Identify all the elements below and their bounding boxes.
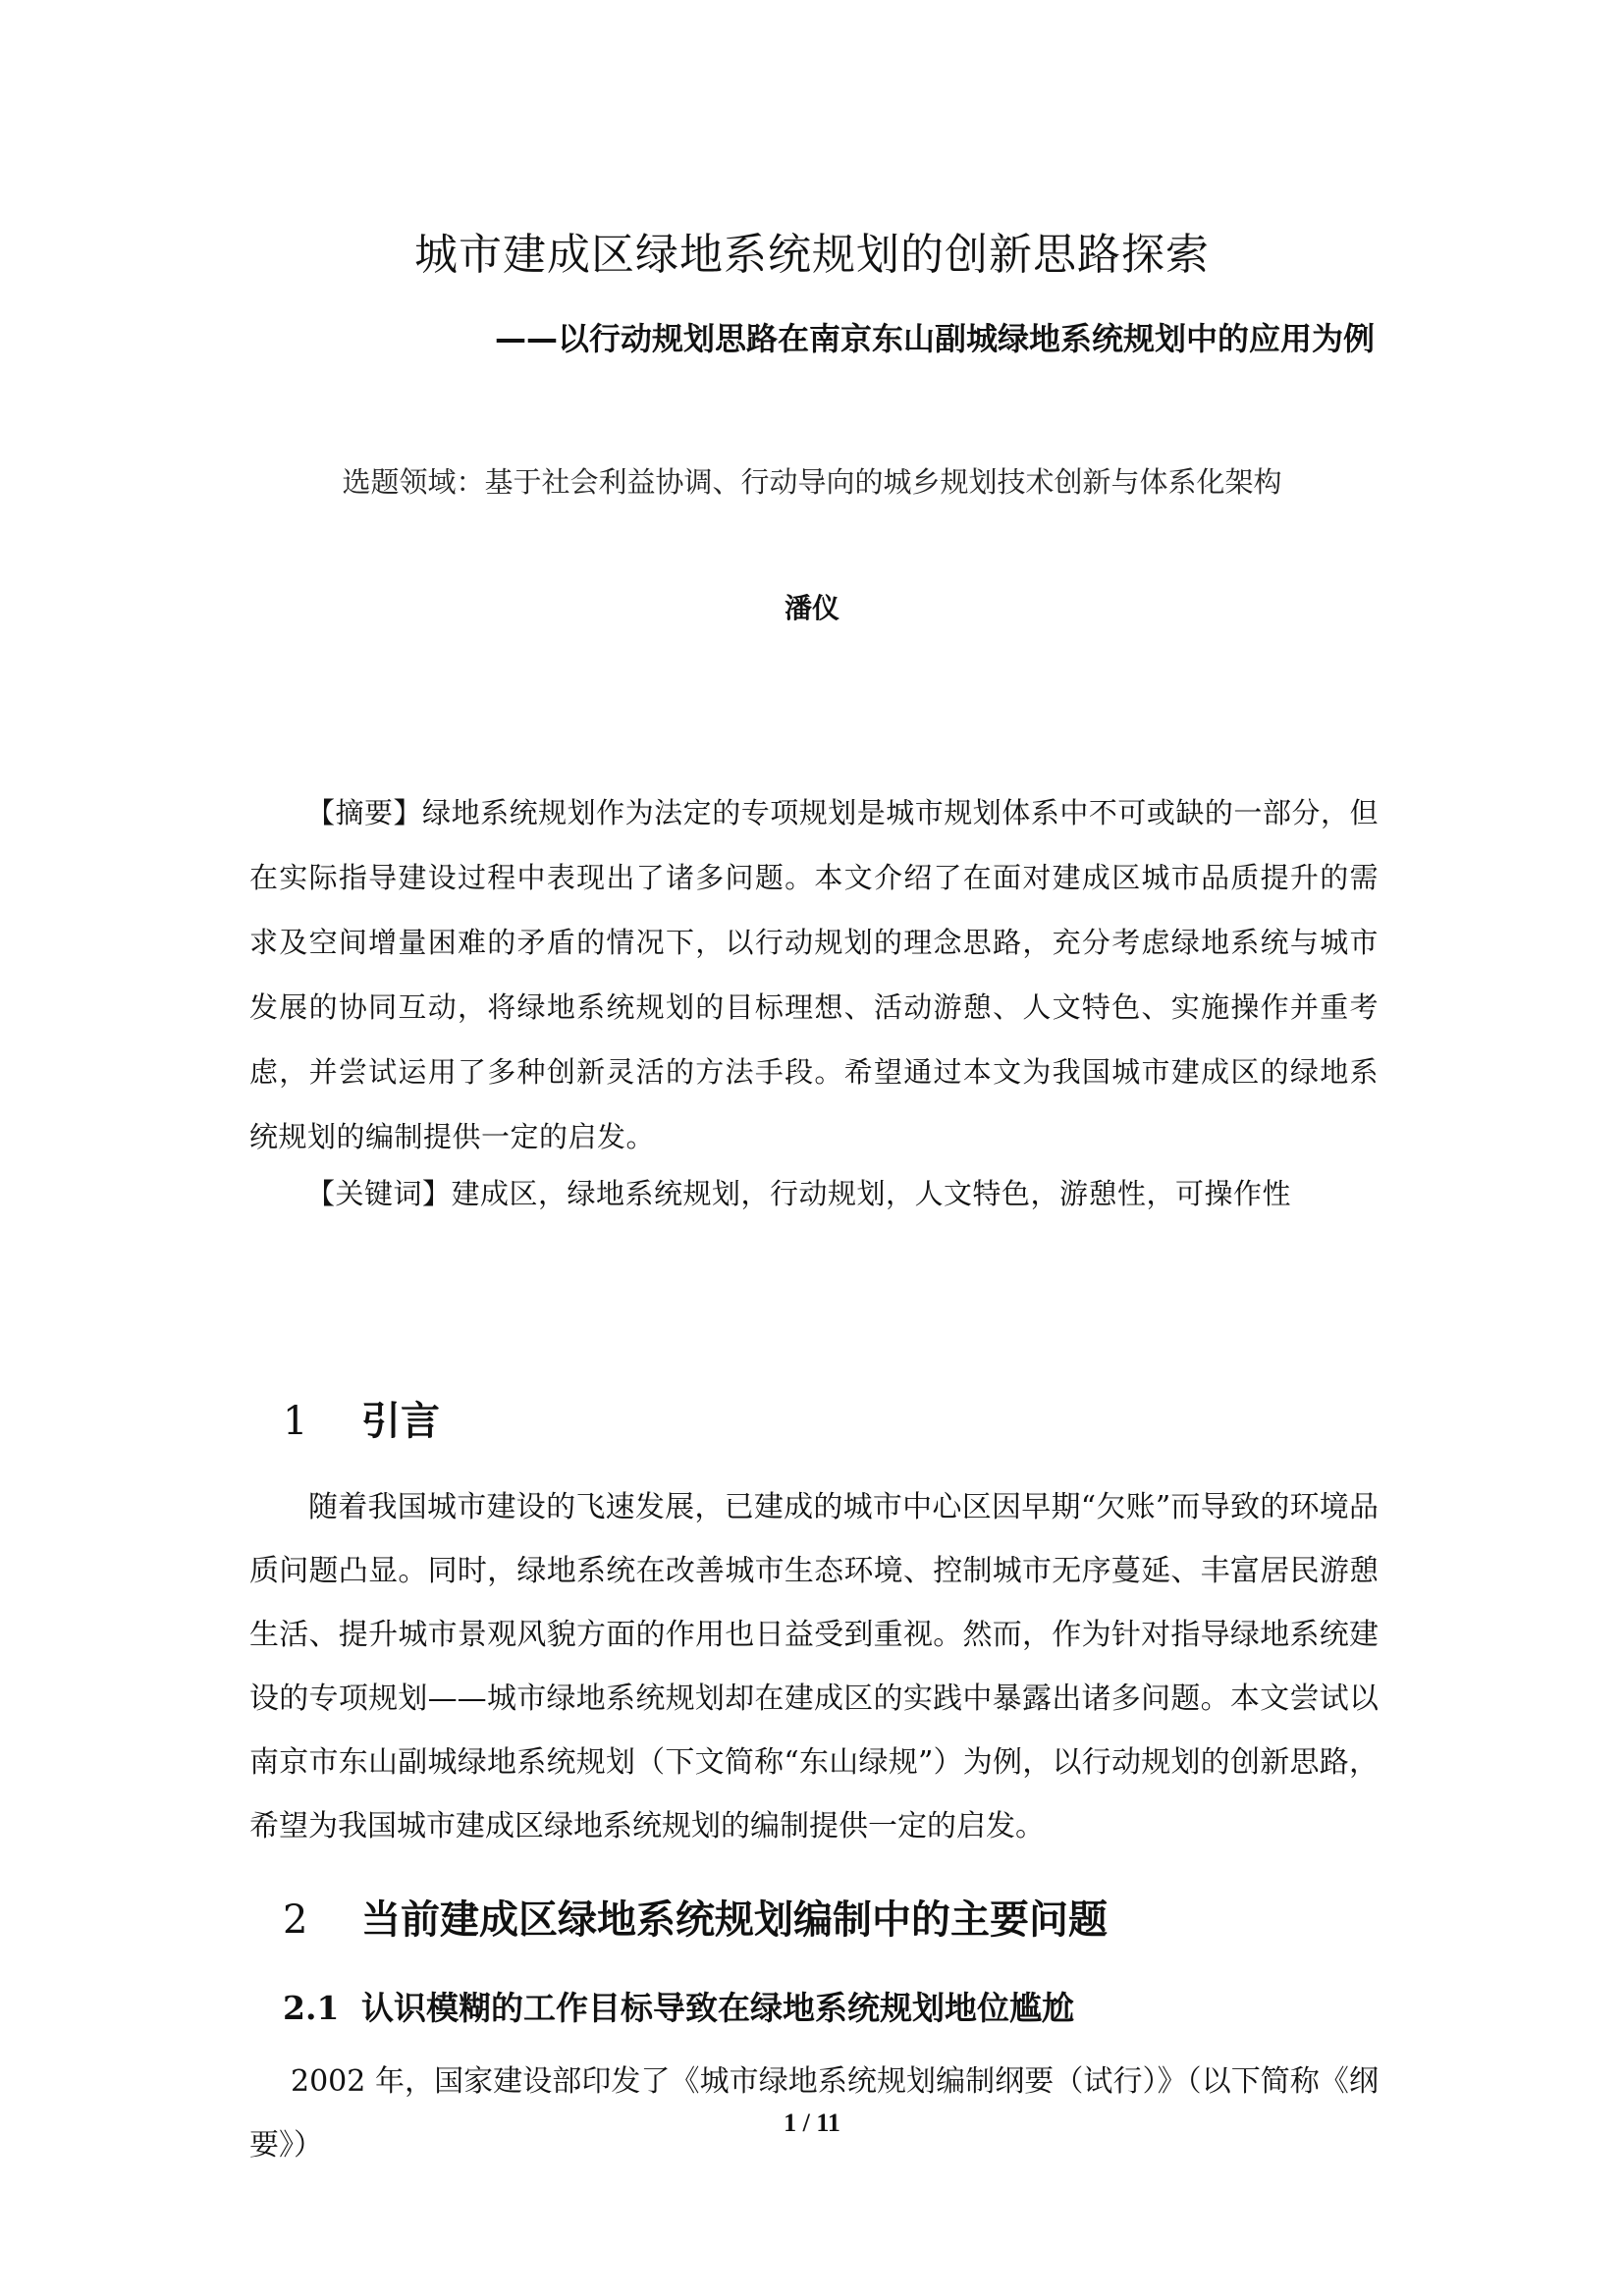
topic-field: 选题领域：基于社会利益协调、行动导向的城乡规划技术创新与体系化架构 — [342, 465, 1282, 499]
subsection-2-1-number: 2.1 — [283, 1989, 340, 2027]
page-number: 1 / 11 — [784, 2109, 840, 2137]
subsection-2-1-heading — [283, 1985, 1363, 2032]
subsection-2-1-paragraph: 2002 年，国家建设部印发了《城市绿地系统规划编制纲要（试行）》（以下简称《纲要》） — [249, 2064, 1379, 2163]
abstract-paragraph: 【摘要】绿地系统规划作为法定的专项规划是城市规划体系中不可或缺的一部分，但在实际指导建设过程中表现出了诸多问题。本文介绍了在面对建成区城市品质提升的需求及空间增量困难的矛盾的情况下，以行动规划的理念思路，充分考虑绿地系统与城市发展的协同互动，将绿地系统规划的目标理想、活动游憩、人文特色、实施操作并重考虑，并尝试运用了多种创新灵活的方法手段。希望通过本文为我国城市建成区的绿地系统规划的编制提供一定的启发。 — [249, 796, 1379, 1153]
section-1-title: 引言 — [361, 1399, 440, 1444]
paper-subtitle: ——以行动规划思路在南京东山副城绿地系统规划中的应用为例 — [494, 320, 1375, 357]
section-1-number: 1 — [283, 1399, 308, 1444]
paper-title: 城市建成区绿地系统规划的创新思路探索 — [414, 230, 1210, 280]
subsection-2-1-title: 认识模糊的工作目标导致在绿地系统规划地位尴尬 — [361, 1989, 1074, 2027]
section-2-number: 2 — [283, 1897, 308, 1943]
section-1-paragraph: 随着我国城市建设的飞速发展，已建成的城市中心区因早期“欠账”而导致的环境品质问题凸显。同时，绿地系统在改善城市生态环境、控制城市无序蔓延、丰富居民游憩生活、提升城市景观风貌方面的作用也日益受到重视。然而，作为针对指导绿地系统建设的专项规划——城市绿地系统规划却在建成区的实践中暴露出诸多问题。本文尝试以南京市东山副城绿地系统规划（下文简称“东山绿规”）为例，以行动规划的创新思路，希望为我国城市建成区绿地系统规划的编制提供一定的启发。 — [249, 1490, 1379, 1843]
section-2-title: 当前建成区绿地系统规划编制中的主要问题 — [361, 1897, 1108, 1943]
section-1-heading — [283, 1394, 1363, 1449]
author-name: 潘仪 — [784, 592, 839, 624]
section-2-heading — [283, 1893, 1363, 1948]
keywords-line: 【关键词】建成区，绿地系统规划，行动规划，人文特色，游憩性，可操作性 — [306, 1177, 1292, 1210]
